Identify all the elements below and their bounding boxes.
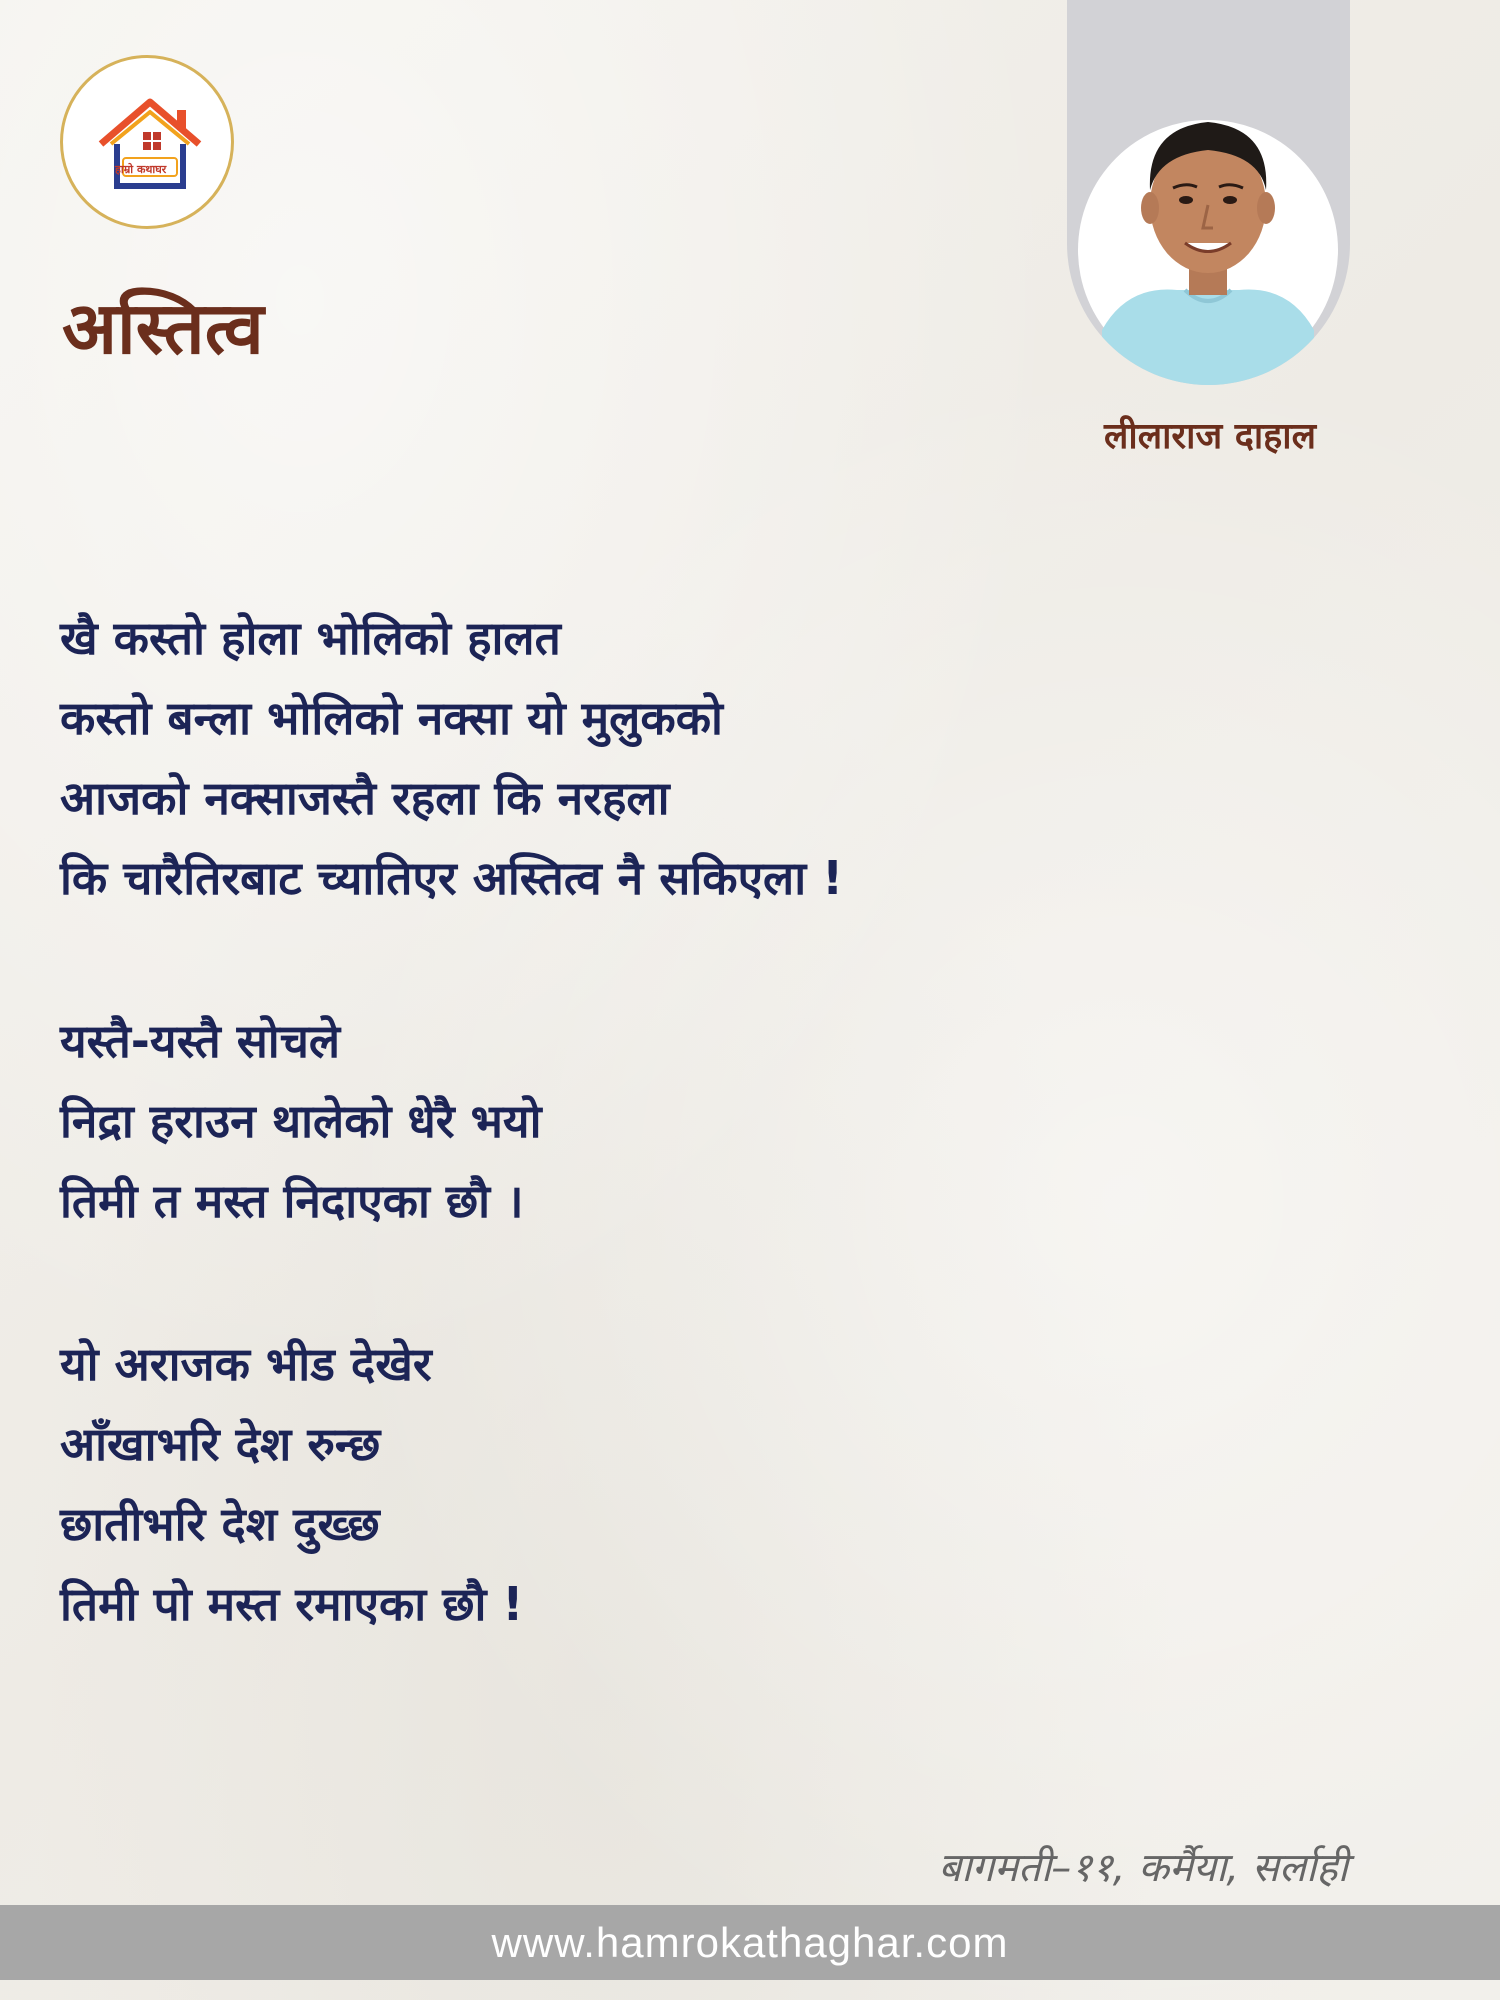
house-icon (63, 58, 237, 232)
author-name: लीलाराज दाहाल (1103, 416, 1317, 457)
poem-line: निद्रा हराउन थालेको धेरै भयो (60, 1094, 542, 1148)
poem-line: कि चारैतिरबाट च्यातिएर अस्तित्व नै सकिएला ! (60, 851, 844, 905)
logo-text: हाम्रो कथाघर (115, 163, 167, 176)
author-portrait (1067, 0, 1350, 385)
poem-line: आँखाभरि देश रुन्छ (60, 1417, 381, 1471)
poem-line: खै कस्तो होला भोलिको हालत (60, 611, 561, 665)
poem-line: तिमी पो मस्त रमाएका छौ ! (60, 1577, 524, 1631)
poem-line: तिमी त मस्त निदाएका छौ । (60, 1174, 524, 1228)
footer-bar (0, 1905, 1500, 1980)
poem-line: यस्तै-यस्तै सोचले (60, 1014, 341, 1068)
poem-line: यो अराजक भीड देखेर (60, 1337, 432, 1391)
site-logo (60, 55, 234, 229)
poem-line: छातीभरि देश दुख्छ (60, 1497, 380, 1551)
author-photo-frame (1067, 0, 1350, 385)
author-location: बागमती–११, कर्मैया, सर्लाही (938, 1845, 1348, 1891)
stanza-2 (60, 1001, 1160, 1241)
poem-body (60, 598, 1160, 1727)
website-link[interactable]: www.hamrokathaghar.com (491, 1918, 1009, 1966)
stanza-3 (60, 1324, 1160, 1644)
poem-line: आजको नक्साजस्तै रहला कि नरहला (60, 771, 670, 825)
stanza-1 (60, 598, 1160, 918)
poem-title: अस्तित्व (62, 286, 264, 370)
poem-line: कस्तो बन्ला भोलिको नक्सा यो मुलुकको (60, 691, 723, 745)
